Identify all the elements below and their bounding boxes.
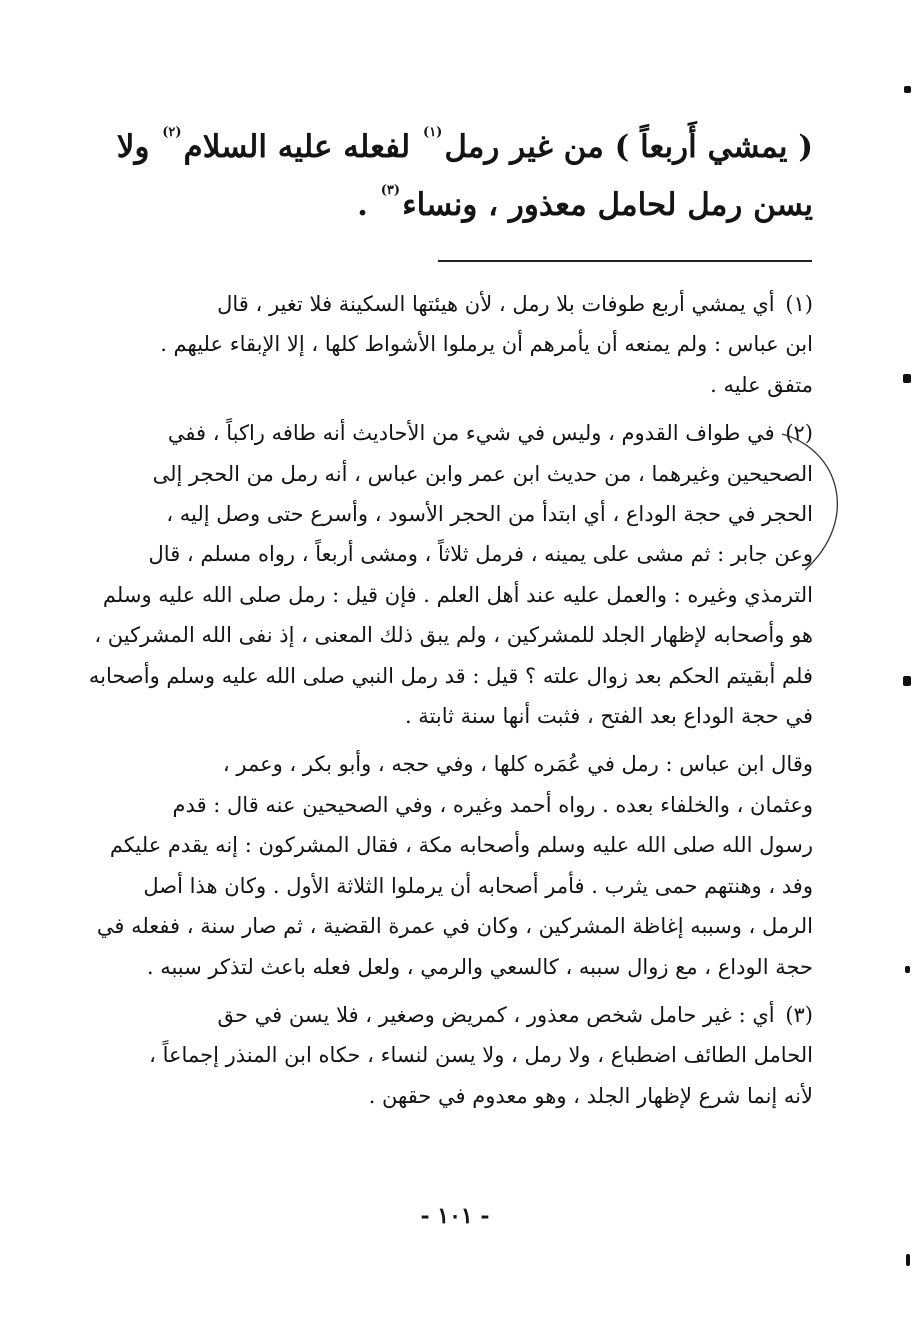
page-number: - ١٠١ - xyxy=(420,1203,490,1229)
main-text-segment: . xyxy=(357,187,368,223)
footnote-text: أي : غير حامل شخص معذور ، كمريض وصغير ، فلا يسن في حق xyxy=(217,1002,775,1027)
pen-arc-mark xyxy=(780,430,860,590)
footnote-line: الحامل الطائف اضطباع ، ولا رمل ، ولا يسن لنساء ، حكاه ابن المنذر إجماعاً ، xyxy=(149,1043,813,1068)
footnote-line: متفق عليه . xyxy=(710,372,813,397)
footnote-ref-3[interactable]: (٣) xyxy=(380,183,401,198)
footnote-line: حجة الوداع ، مع زوال سببه ، كالسعي والرمي ، ولعل فعله باعث لتذكر سببه . xyxy=(146,954,813,979)
footnote-number: (١) xyxy=(785,292,813,316)
footnote-1 xyxy=(80,284,813,405)
main-text xyxy=(80,118,813,234)
footnote-line xyxy=(80,284,813,324)
binding-mark xyxy=(905,966,910,973)
footnote-ref-1[interactable]: (١) xyxy=(423,125,443,140)
footnote-text: في طواف القدوم ، وليس في شيء من الأحاديث أنه طافه راكباً ، ففي xyxy=(167,421,775,446)
footnote-line: وعثمان ، والخلفاء بعده . رواه أحمد وغيره ، وفي الصحيحين عنه قال : قدم xyxy=(172,792,813,817)
main-text-segment: لفعله عليه السلام xyxy=(183,129,411,165)
binding-mark xyxy=(903,374,911,383)
footnote-line xyxy=(80,413,813,453)
footnote-line: الصحيحين وغيرهما ، من حديث ابن عمر وابن عباس ، أنه رمل من الحجر إلى xyxy=(152,461,813,486)
footnote-2-continuation xyxy=(80,744,813,986)
main-text-segment: يسن رمل لحامل معذور ، ونساء xyxy=(402,187,813,223)
footnote-text: أي يمشي أربع طوفات بلا رمل ، لأن هيئتها السكينة فلا تغير ، قال xyxy=(217,292,775,316)
footnote-2 xyxy=(80,413,813,736)
main-text-segment: ( يمشي أَربعاً ) من غير رمل xyxy=(444,129,813,165)
binding-mark xyxy=(906,1254,910,1266)
binding-mark xyxy=(903,676,911,686)
footnote-line: الحجر في حجة الوداع ، أي ابتدأ من الحجر الأسود ، وأسرع حتى وصل إليه ، xyxy=(166,502,813,527)
footnote-line: في حجة الوداع بعد الفتح ، فثبت أنها سنة ثابتة . xyxy=(404,704,813,729)
footnote-line: لأنه إنما شرع لإظهار الجلد ، وهو معدوم في حقهن . xyxy=(368,1083,813,1108)
footnote-line xyxy=(80,995,813,1035)
binding-mark xyxy=(904,86,911,93)
footnote-line: الرمل ، وسببه إغاظة المشركين ، وكان في عمرة القضية ، ثم صار سنة ، ففعله في xyxy=(96,914,813,939)
footnote-line: وقال ابن عباس : رمل في عُمَره كلها ، وفي حجه ، وأبو بكر ، وعمر ، xyxy=(222,752,813,777)
footnote-line: الترمذي وغيره : والعمل عليه عند أهل العلم . فإن قيل : رمل صلى الله عليه وسلم xyxy=(102,582,813,607)
footnote-number: (٣) xyxy=(785,1002,813,1027)
footnote-number: (٢) xyxy=(785,421,813,446)
footnotes-section xyxy=(80,284,813,1124)
footnote-line: هو وأصحابه لإظهار الجلد للمشركين ، ولم يبق ذلك المعنى ، إذ نفى الله المشركين ، xyxy=(94,623,813,648)
main-text-line-2 xyxy=(80,176,813,234)
footnote-line: فلم أبقيتم الحكم بعد زوال علته ؟ قيل : قد رمل النبي صلى الله عليه وسلم وأصحابه xyxy=(88,663,813,688)
main-text-line-1 xyxy=(80,118,813,176)
footnote-line: وفد ، وهنتهم حمى يثرب . فأمر أصحابه أن يرملوا الثلاثة الأول . وكان هذا أصل xyxy=(143,873,813,898)
footnote-line: وعن جابر : ثم مشى على يمينه ، فرمل ثلاثاً ، ومشى أربعاً ، رواه مسلم ، قال xyxy=(148,542,813,567)
main-text-segment: ولا xyxy=(116,129,150,165)
footnote-line: ابن عباس : ولم يمنعه أن يأمرهم أن يرملوا الأشواط كلها ، إلا الإبقاء عليهم . xyxy=(160,332,813,357)
footnote-separator xyxy=(438,260,812,262)
footnote-line: رسول الله صلى الله عليه وسلم وأصحابه مكة ، فقال المشركون : إنه يقدم عليكم xyxy=(109,833,813,858)
footnote-3 xyxy=(80,995,813,1116)
footnote-ref-2[interactable]: (٢) xyxy=(162,125,182,140)
